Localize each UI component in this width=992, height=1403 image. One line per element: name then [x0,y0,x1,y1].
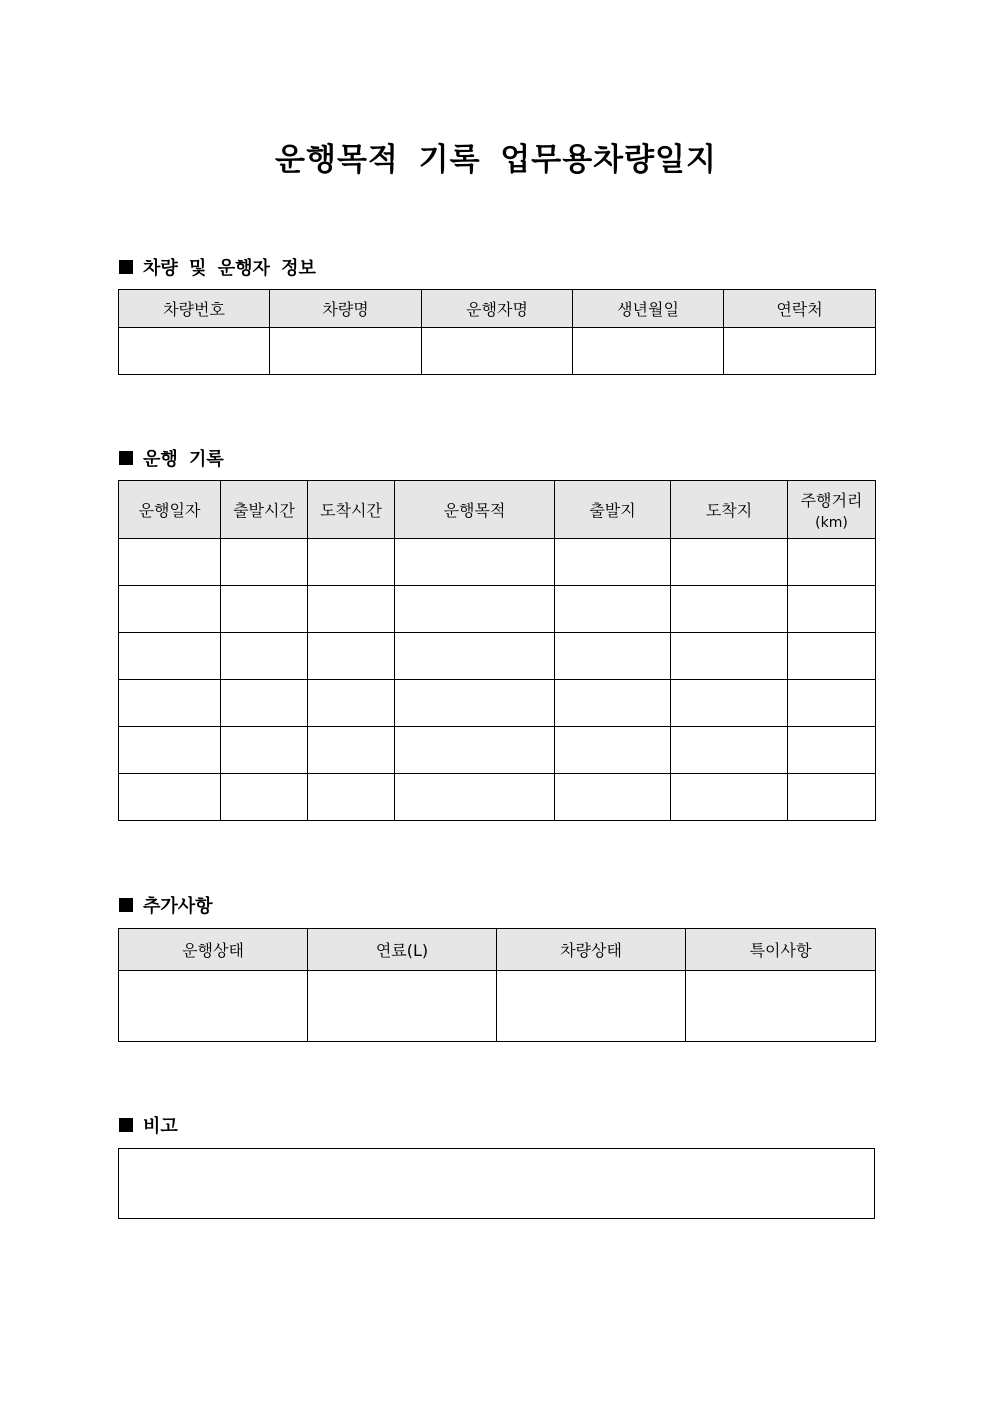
square-bullet-icon [119,898,133,912]
birth-date-cell[interactable] [573,328,724,375]
log-cell[interactable] [221,539,308,586]
vehicle-name-cell[interactable] [270,328,422,375]
log-cell[interactable] [308,774,395,821]
log-cell[interactable] [555,680,671,727]
log-cell[interactable] [395,633,555,680]
log-cell[interactable] [221,586,308,633]
column-header: 특이사항 [686,929,876,971]
log-cell[interactable] [308,586,395,633]
log-cell[interactable] [788,774,876,821]
log-cell[interactable] [788,633,876,680]
log-cell[interactable] [788,586,876,633]
column-header: 차량번호 [119,290,270,328]
log-cell[interactable] [671,727,788,774]
square-bullet-icon [119,1118,133,1132]
special-notes-cell[interactable] [686,971,876,1042]
column-header: 연락처 [724,290,876,328]
section-heading-vehicle-info [119,254,316,280]
column-header: 운행상태 [119,929,308,971]
log-cell[interactable] [395,680,555,727]
log-cell[interactable] [221,633,308,680]
log-cell[interactable] [221,680,308,727]
log-cell[interactable] [555,727,671,774]
log-cell[interactable] [788,727,876,774]
driving-log-body [119,539,876,821]
square-bullet-icon [119,451,133,465]
log-cell[interactable] [395,727,555,774]
document-title: 운행목적 기록 업무용차량일지 [275,142,717,178]
table-row [119,539,876,586]
section-heading-remarks [119,1112,178,1138]
log-cell[interactable] [119,774,221,821]
log-cell[interactable] [671,539,788,586]
log-cell[interactable] [221,727,308,774]
log-cell[interactable] [308,633,395,680]
log-cell[interactable] [308,680,395,727]
driving-status-cell[interactable] [119,971,308,1042]
distance-unit: (km) [815,515,848,531]
log-cell[interactable] [395,539,555,586]
log-cell[interactable] [671,774,788,821]
table-row [119,633,876,680]
column-header: 연료(L) [308,929,497,971]
column-header: 도착지 [671,481,788,539]
remarks-table [118,1148,875,1219]
log-cell[interactable] [119,633,221,680]
column-header: 출발지 [555,481,671,539]
column-header-distance [788,481,876,539]
section-heading-label: 추가사항 [143,896,213,917]
log-cell[interactable] [221,774,308,821]
distance-label: 주행거리 [800,491,863,510]
vehicle-info-table [118,289,876,375]
section-heading-driving-log [119,445,224,471]
column-header: 운행목적 [395,481,555,539]
log-cell[interactable] [671,633,788,680]
column-header: 출발시간 [221,481,308,539]
section-heading-label: 차량 및 운행자 정보 [143,258,316,279]
vehicle-number-cell[interactable] [119,328,270,375]
fuel-cell[interactable] [308,971,497,1042]
square-bullet-icon [119,260,133,274]
log-cell[interactable] [555,633,671,680]
contact-cell[interactable] [724,328,876,375]
table-row [119,774,876,821]
log-cell[interactable] [788,539,876,586]
column-header: 운행자명 [422,290,573,328]
driving-log-table [118,480,876,821]
section-heading-additional [119,892,213,918]
column-header: 생년월일 [573,290,724,328]
driver-name-cell[interactable] [422,328,573,375]
section-heading-label: 운행 기록 [143,449,224,470]
log-cell[interactable] [555,774,671,821]
log-cell[interactable] [671,680,788,727]
log-cell[interactable] [119,586,221,633]
table-row [119,680,876,727]
vehicle-status-cell[interactable] [497,971,686,1042]
log-cell[interactable] [308,539,395,586]
additional-info-table [118,928,876,1042]
log-cell[interactable] [395,586,555,633]
column-header: 차량명 [270,290,422,328]
log-cell[interactable] [308,727,395,774]
log-cell[interactable] [555,539,671,586]
table-row [119,727,876,774]
table-row [119,586,876,633]
remarks-cell[interactable] [119,1149,875,1219]
log-cell[interactable] [395,774,555,821]
log-cell[interactable] [119,727,221,774]
log-cell[interactable] [671,586,788,633]
column-header: 도착시간 [308,481,395,539]
log-cell[interactable] [119,539,221,586]
log-cell[interactable] [788,680,876,727]
column-header: 차량상태 [497,929,686,971]
section-heading-label: 비고 [143,1116,178,1137]
column-header: 운행일자 [119,481,221,539]
log-cell[interactable] [555,586,671,633]
log-cell[interactable] [119,680,221,727]
